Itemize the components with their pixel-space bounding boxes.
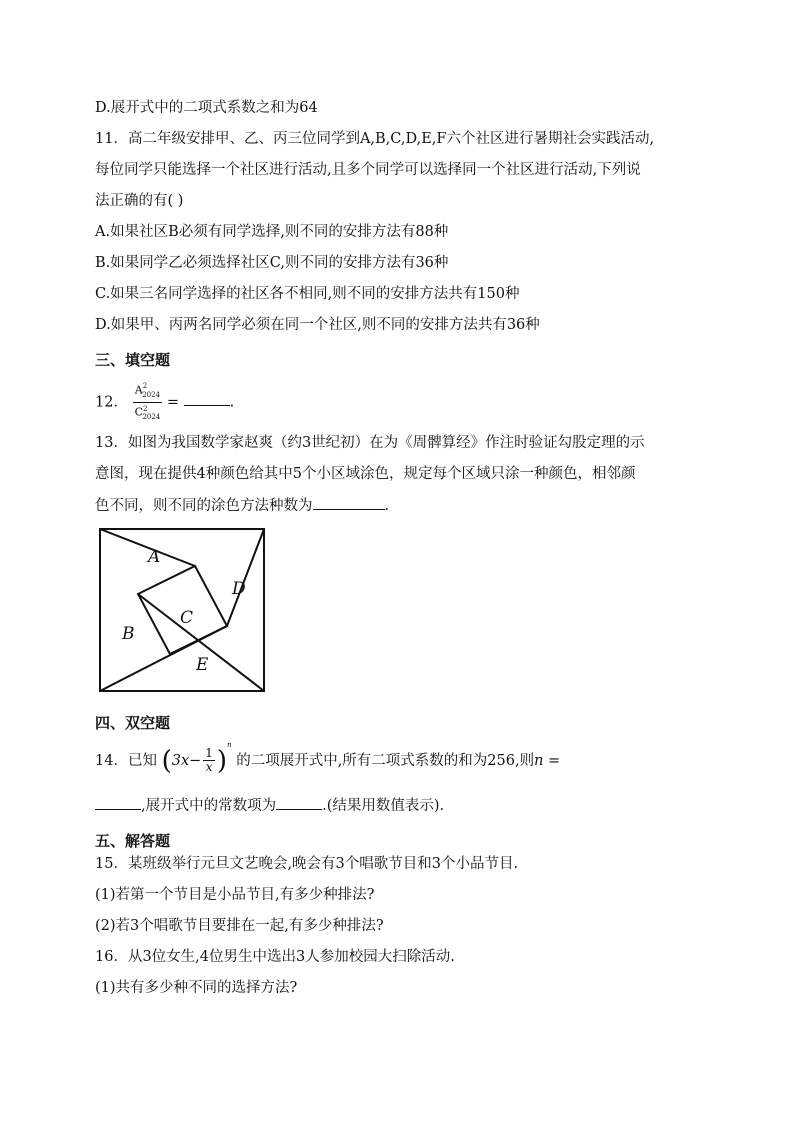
- q12-numerator: $A^2_{2024}$: [133, 381, 162, 403]
- q11-line-3: 法正确的有( ): [95, 193, 184, 209]
- q13-line-2: 意图，现在提供4种颜色给其中5个小区域涂色，规定每个区域只涂一种颜色，相邻颜: [95, 466, 636, 482]
- q11-option-c: C.如果三名同学选择的社区各不相同,则不同的安排方法共有150种: [95, 286, 520, 302]
- q11-line-1: 11．高二年级安排甲、乙、丙三位同学到A,B,C,D,E,F六个社区进行暑期社会实践活动,: [95, 131, 655, 147]
- q14-answer-blank-2[interactable]: [276, 795, 322, 810]
- section-heading-fill-blank: 三、填空题: [95, 351, 171, 369]
- q14-answer-blank-1[interactable]: [95, 795, 141, 810]
- q15-part-2: (2)若3个唱歌节目要排在一起,有多少种排法?: [95, 918, 384, 934]
- q14-line-1: 14．已知 (3x− $\frac{1}{x}$ )$^n$ 的二项展开式中,所有二项式系数的和为256,则n =: [95, 741, 561, 776]
- q12-equals: =: [166, 394, 180, 411]
- zhao-shuang-figure: [98, 527, 266, 693]
- section-heading-solution: 五、解答题: [95, 832, 171, 850]
- q12-end: .: [229, 394, 235, 411]
- q16-part-1: (1)共有多少种不同的选择方法?: [95, 980, 298, 996]
- q15-part-1: (1)若第一个节目是小品节目,有多少种排法?: [95, 887, 375, 903]
- q12: [95, 381, 234, 424]
- q13-answer-blank[interactable]: [313, 495, 385, 510]
- q16: 16．从3位女生,4位男生中选出3人参加校园大扫除活动.: [95, 949, 455, 965]
- q12-denominator: $C^2_{2024}$: [134, 404, 161, 421]
- q11-option-b: B.如果同学乙必须选择社区C,则不同的安排方法有36种: [95, 255, 449, 271]
- q13-line-1: 13．如图为我国数学家赵爽（约3世纪初）在为《周髀算经》作注时验证勾股定理的示: [95, 435, 645, 451]
- q11-option-d: D.如果甲、丙两名同学必须在同一个社区,则不同的安排方法共有36种: [95, 317, 540, 333]
- section-heading-double-blank: 四、双空题: [95, 714, 171, 732]
- diagonal-top-right: [227, 529, 264, 626]
- region-a-label: A: [148, 547, 161, 567]
- q12-answer-blank[interactable]: [184, 391, 230, 406]
- region-d-label: D: [232, 579, 246, 599]
- region-e-label: E: [196, 655, 209, 675]
- q11-option-a: A.如果社区B必须有同学选择,则不同的安排方法有88种: [95, 224, 449, 240]
- q14-line-2: ,展开式中的常数项为 .(结果用数值表示).: [95, 795, 444, 816]
- q11-line-2: 每位同学只能选择一个社区进行活动,且多个同学可以选择同一个社区进行活动,下列说: [95, 162, 641, 178]
- q12-fraction: [133, 381, 163, 424]
- q12-number: 12．: [95, 394, 128, 411]
- region-b-label: B: [122, 624, 135, 644]
- q15: 15．某班级举行元旦文艺晚会,晚会有3个唱歌节目和3个小品节目.: [95, 856, 519, 872]
- region-c-label: C: [180, 608, 194, 628]
- q13-line-3: 色不同，则不同的涂色方法种数为 .: [95, 495, 389, 516]
- diagonal-bottom-right: [138, 594, 264, 691]
- option-d-q10: D.展开式中的二项式系数之和为64: [95, 100, 318, 116]
- q14-fraction: $\frac{1}{x}$: [205, 746, 213, 775]
